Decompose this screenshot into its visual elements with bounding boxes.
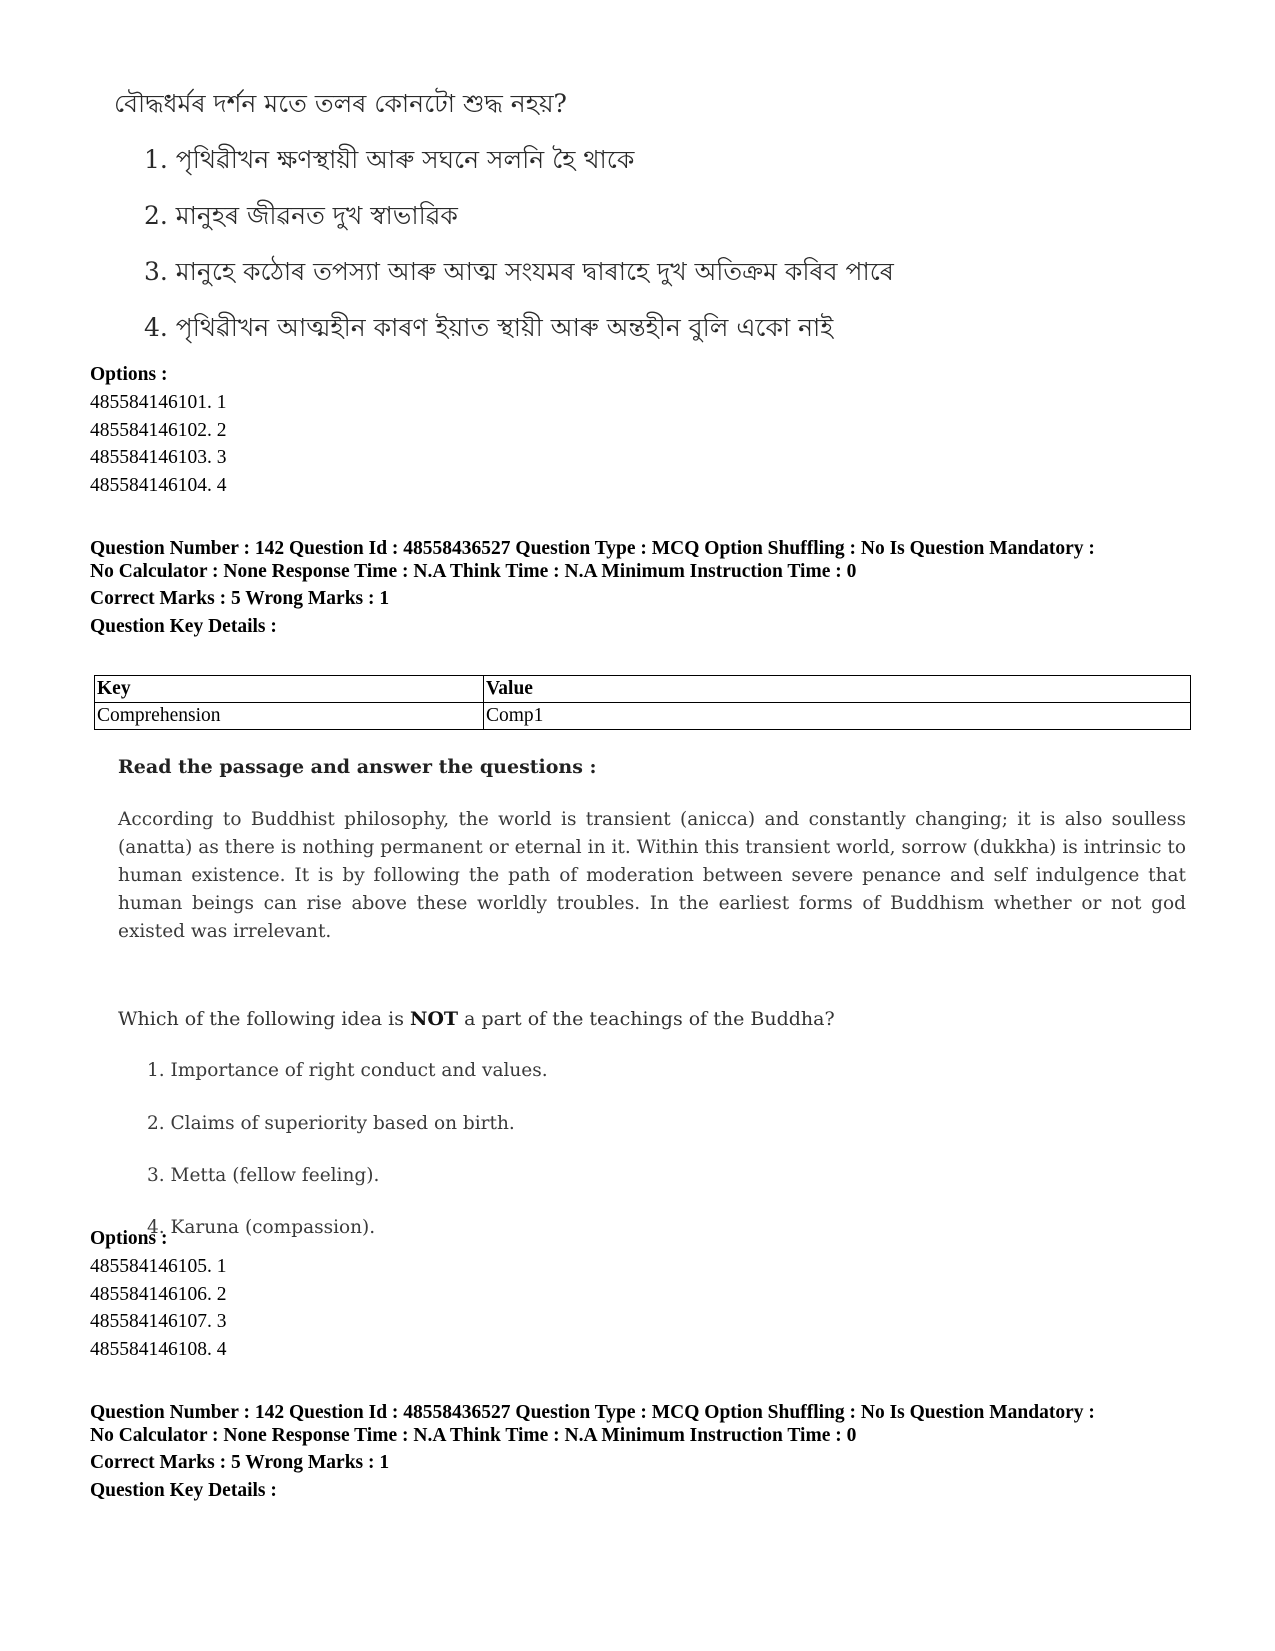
option-item: 485584146102. 2	[90, 420, 227, 441]
key-details-label: Question Key Details :	[90, 616, 277, 637]
question-text: বৌদ্ধধৰ্মৰ দৰ্শন মতে তলৰ কোনটো শুদ্ধ নহয়?	[114, 89, 567, 118]
table-header-key: Key	[95, 676, 484, 703]
option-item: 485584146107. 3	[90, 1311, 227, 1332]
table-header-value: Value	[484, 676, 1191, 703]
key-details-label: Question Key Details :	[90, 1480, 277, 1501]
statement-4: 4. পৃথিৱীখন আত্মহীন কাৰণ ইয়াত স্থায়ী আৰু অন্তহীন বুলি একো নাই	[144, 313, 834, 342]
question-meta-line-2: No Calculator : None Response Time : N.A Think Time : N.A Minimum Instruction Time : 0	[90, 561, 857, 582]
table-row	[95, 703, 1191, 730]
question-key-table	[94, 675, 1191, 730]
options-label: Options :	[90, 1228, 168, 1249]
passage-image	[110, 752, 1190, 1272]
question-meta-line-2: No Calculator : None Response Time : N.A Think Time : N.A Minimum Instruction Time : 0	[90, 1425, 857, 1446]
options-label: Options :	[90, 364, 168, 385]
table-cell-value: Comp1	[484, 703, 1191, 730]
question-meta-line-1: Question Number : 142 Question Id : 48558436527 Question Type : MCQ Option Shuffling : No Is Question Mandatory :	[90, 1402, 1095, 1423]
answer-choice-3: 3. Metta (fellow feeling).	[147, 1165, 380, 1186]
question-text-emphasis: NOT	[410, 1008, 459, 1030]
question-text-pre: Which of the following idea is	[118, 1008, 410, 1030]
answer-choice-4: 4. Karuna (compassion).	[147, 1217, 376, 1238]
table-cell-key: Comprehension	[95, 703, 484, 730]
comprehension-question	[118, 1008, 835, 1030]
statement-3: 3. মানুহে কঠোৰ তপস্যা আৰু আত্ম সংযমৰ দ্বাৰাহে দুখ অতিক্ৰম কৰিব পাৰে	[144, 257, 894, 286]
answer-choice-2: 2. Claims of superiority based on birth.	[147, 1113, 515, 1134]
marks-line: Correct Marks : 5 Wrong Marks : 1	[90, 588, 390, 609]
table-header-row	[95, 676, 1191, 703]
statement-2: 2. মানুহৰ জীৱনত দুখ স্বাভাৱিক	[144, 201, 458, 230]
question-image-assamese	[110, 80, 910, 358]
option-item: 485584146106. 2	[90, 1284, 227, 1305]
option-item: 485584146101. 1	[90, 392, 227, 413]
marks-line: Correct Marks : 5 Wrong Marks : 1	[90, 1452, 390, 1473]
option-item: 485584146108. 4	[90, 1339, 227, 1360]
passage-text: According to Buddhist philosophy, the world is transient (anicca) and constantly changing; it is also soulless (anatta) as there is nothing permanent or eternal in it. Within this transient world, sorrow (dukkha) is intrinsic to human existence. It is by following the path of moderation between severe penance and self indulgence that human beings can rise above these worldly troubles. In the earliest forms of Buddhism whether or not god existed was irrelevant.	[118, 809, 1186, 942]
option-item: 485584146104. 4	[90, 475, 227, 496]
answer-choice-1: 1. Importance of right conduct and values.	[147, 1060, 548, 1081]
option-item: 485584146103. 3	[90, 447, 227, 468]
question-text-post: a part of the teachings of the Buddha?	[458, 1008, 835, 1030]
option-item: 485584146105. 1	[90, 1256, 227, 1277]
passage-heading: Read the passage and answer the questions :	[118, 756, 597, 778]
statement-1: 1. পৃথিৱীখন ক্ষণস্থায়ী আৰু সঘনে সলনি হৈ থাকে	[144, 145, 635, 174]
question-meta-line-1: Question Number : 142 Question Id : 48558436527 Question Type : MCQ Option Shuffling : No Is Question Mandatory :	[90, 538, 1095, 559]
